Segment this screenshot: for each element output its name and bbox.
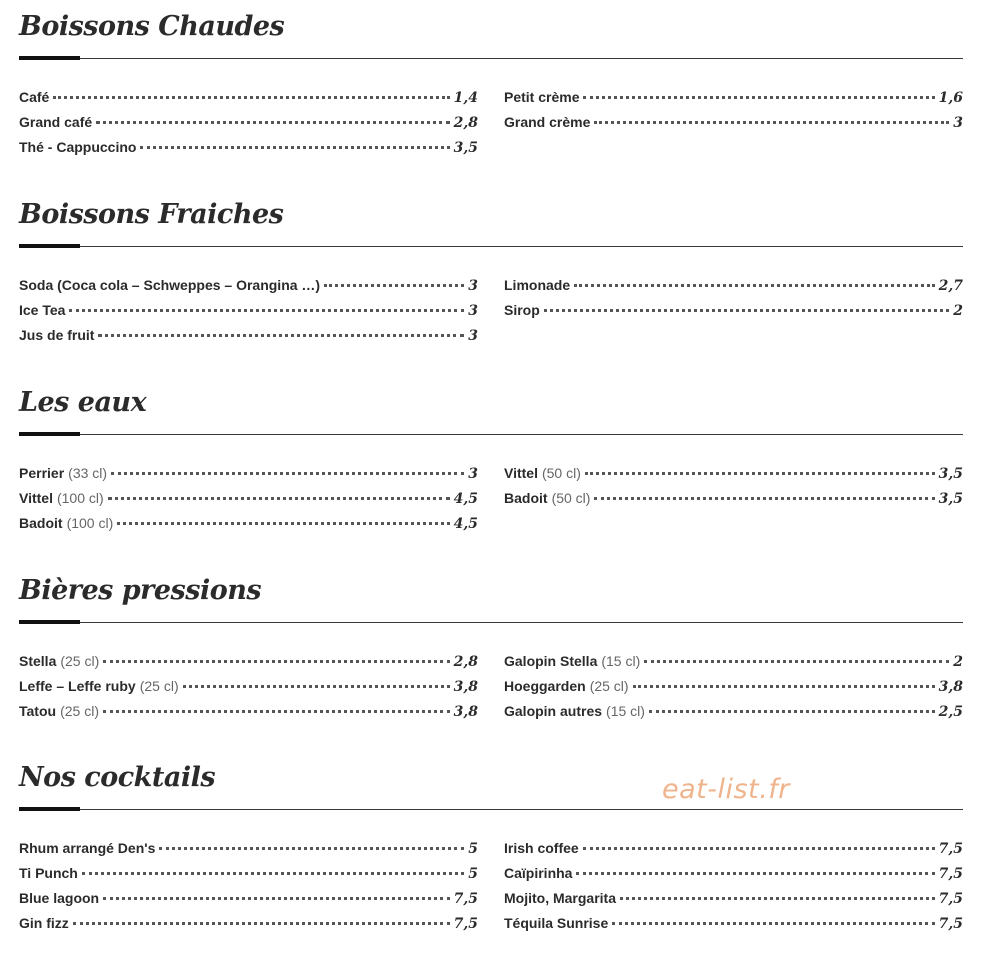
dotted-leader — [612, 922, 934, 925]
menu-item — [19, 110, 478, 135]
dotted-leader — [585, 472, 935, 475]
item-price: 4,5 — [453, 516, 478, 532]
dotted-leader — [140, 146, 449, 149]
item-name: Caïpirinha — [504, 865, 573, 881]
dotted-leader — [574, 284, 935, 287]
menu-column-right — [504, 461, 963, 511]
item-price: 2 — [953, 654, 963, 670]
item-volume: (50 cl) — [551, 490, 591, 506]
item-price: 5 — [468, 866, 478, 882]
menu-column-left — [19, 836, 478, 936]
menu-item — [504, 486, 963, 511]
dotted-leader — [103, 897, 450, 900]
section-divider — [19, 622, 963, 623]
item-name: Ti Punch — [19, 865, 78, 881]
item-price: 7,5 — [938, 891, 963, 907]
dotted-leader — [159, 847, 464, 850]
item-volume: (50 cl) — [541, 465, 581, 481]
item-volume: (15 cl) — [606, 703, 645, 719]
item-price: 3,8 — [453, 704, 478, 720]
menu-item — [504, 861, 963, 886]
menu-item — [19, 911, 478, 936]
menu-item — [19, 135, 478, 160]
dotted-leader — [111, 472, 464, 475]
item-name: Irish coffee — [504, 840, 579, 856]
section-divider-accent — [19, 620, 80, 624]
menu-column-right — [504, 85, 963, 135]
dotted-leader — [544, 309, 949, 312]
item-name: Blue lagoon — [19, 890, 100, 906]
item-name: Téquila Sunrise — [504, 915, 609, 931]
section-divider-accent — [19, 807, 80, 811]
item-volume: (25 cl) — [589, 678, 629, 694]
menu-item — [504, 298, 963, 323]
item-name: Stella — [19, 653, 57, 669]
dotted-leader — [594, 121, 949, 124]
dotted-leader — [117, 522, 449, 525]
dotted-leader — [98, 334, 464, 337]
menu-item — [504, 461, 963, 486]
item-name: Tatou — [19, 703, 57, 719]
item-name: Badoit — [504, 490, 548, 506]
item-price: 7,5 — [453, 891, 478, 907]
item-name: Vittel — [19, 490, 53, 506]
menu-item — [19, 836, 478, 861]
dotted-leader — [73, 922, 450, 925]
section-divider — [19, 809, 963, 810]
item-volume: (100 cl) — [56, 490, 104, 506]
item-name: Limonade — [504, 277, 571, 293]
item-name: Hoeggarden — [504, 678, 586, 694]
section-title: Boissons Chaudes — [19, 11, 285, 42]
menu-item — [19, 461, 478, 486]
menu-column-left — [19, 85, 478, 160]
item-name: Ice Tea — [19, 302, 66, 318]
item-price: 2,5 — [938, 704, 963, 720]
dotted-leader — [583, 96, 934, 99]
menu-item — [19, 511, 478, 536]
dotted-leader — [324, 284, 464, 287]
dotted-leader — [633, 685, 935, 688]
menu-column-right — [504, 649, 963, 724]
item-volume: (33 cl) — [68, 465, 108, 481]
item-volume: (25 cl) — [60, 703, 99, 719]
menu-item — [504, 674, 963, 699]
item-price: 4,5 — [453, 491, 478, 507]
dotted-leader — [576, 872, 934, 875]
item-price: 7,5 — [938, 866, 963, 882]
dotted-leader — [53, 96, 449, 99]
item-name: Sirop — [504, 302, 540, 318]
menu-column-right — [504, 273, 963, 323]
item-price: 3,8 — [453, 679, 478, 695]
menu-item — [19, 649, 478, 674]
item-price: 3 — [468, 303, 478, 319]
item-name: Grand café — [19, 114, 93, 130]
item-volume: (100 cl) — [66, 515, 114, 531]
menu-item — [19, 486, 478, 511]
item-name: Leffe – Leffe ruby — [19, 678, 136, 694]
item-name: Café — [19, 89, 50, 105]
dotted-leader — [103, 660, 449, 663]
item-name: Galopin Stella — [504, 653, 598, 669]
dotted-leader — [183, 685, 450, 688]
section-divider — [19, 58, 963, 59]
section-divider-accent — [19, 432, 80, 436]
item-price: 3 — [468, 328, 478, 344]
item-price: 7,5 — [938, 916, 963, 932]
dotted-leader — [108, 497, 450, 500]
menu-item — [504, 886, 963, 911]
item-name: Galopin autres — [504, 703, 603, 719]
item-price: 5 — [468, 841, 478, 857]
dotted-leader — [649, 710, 935, 713]
item-price: 3,5 — [938, 491, 963, 507]
item-price: 3,8 — [938, 679, 963, 695]
section-divider-accent — [19, 56, 80, 60]
menu-item — [504, 911, 963, 936]
menu-item — [19, 886, 478, 911]
section-divider — [19, 246, 963, 247]
item-volume: (25 cl) — [60, 653, 100, 669]
item-name: Badoit — [19, 515, 63, 531]
dotted-leader — [620, 897, 935, 900]
item-name: Rhum arrangé Den's — [19, 840, 156, 856]
dotted-leader — [103, 710, 450, 713]
item-price: 1,4 — [453, 90, 478, 106]
item-name: Gin fizz — [19, 915, 69, 931]
dotted-leader — [96, 121, 450, 124]
dotted-leader — [69, 309, 464, 312]
menu-item — [504, 110, 963, 135]
item-volume: (15 cl) — [601, 653, 641, 669]
menu-item — [19, 298, 478, 323]
item-price: 7,5 — [453, 916, 478, 932]
section-title: Boissons Fraiches — [19, 199, 284, 230]
item-price: 1,6 — [938, 90, 963, 106]
menu-item — [19, 85, 478, 110]
menu-item — [504, 836, 963, 861]
watermark: eat-list.fr — [662, 774, 790, 805]
dotted-leader — [644, 660, 949, 663]
menu-item — [19, 699, 478, 724]
menu-column-left — [19, 273, 478, 348]
menu-item — [19, 273, 478, 298]
item-price: 7,5 — [938, 841, 963, 857]
dotted-leader — [82, 872, 464, 875]
section-divider-accent — [19, 244, 80, 248]
item-price: 2,8 — [453, 115, 478, 131]
menu-item — [19, 861, 478, 886]
item-name: Grand crème — [504, 114, 591, 130]
menu-item — [19, 323, 478, 348]
item-name: Perrier — [19, 465, 65, 481]
item-price: 3,5 — [938, 466, 963, 482]
item-name: Vittel — [504, 465, 538, 481]
item-name: Mojito, Margarita — [504, 890, 617, 906]
section-title: Les eaux — [19, 387, 147, 418]
menu-item — [504, 649, 963, 674]
item-name: Petit crème — [504, 89, 580, 105]
section-divider — [19, 434, 963, 435]
item-price: 3 — [468, 466, 478, 482]
item-price: 2,7 — [938, 278, 963, 294]
menu-item — [504, 273, 963, 298]
dotted-leader — [594, 497, 934, 500]
item-name: Soda (Coca cola – Schweppes – Orangina …) — [19, 277, 321, 293]
item-price: 3,5 — [453, 140, 478, 156]
menu-column-left — [19, 461, 478, 536]
menu-item — [504, 85, 963, 110]
item-name: Thé - Cappuccino — [19, 139, 137, 155]
menu-item — [19, 674, 478, 699]
item-name: Jus de fruit — [19, 327, 95, 343]
item-volume: (25 cl) — [139, 678, 179, 694]
section-title: Nos cocktails — [19, 762, 216, 793]
menu-column-right — [504, 836, 963, 936]
menu-item — [504, 699, 963, 724]
menu-column-left — [19, 649, 478, 724]
dotted-leader — [583, 847, 935, 850]
section-title: Bières pressions — [19, 575, 262, 606]
item-price: 3 — [953, 115, 963, 131]
item-price: 2 — [953, 303, 963, 319]
item-price: 3 — [468, 278, 478, 294]
item-price: 2,8 — [453, 654, 478, 670]
